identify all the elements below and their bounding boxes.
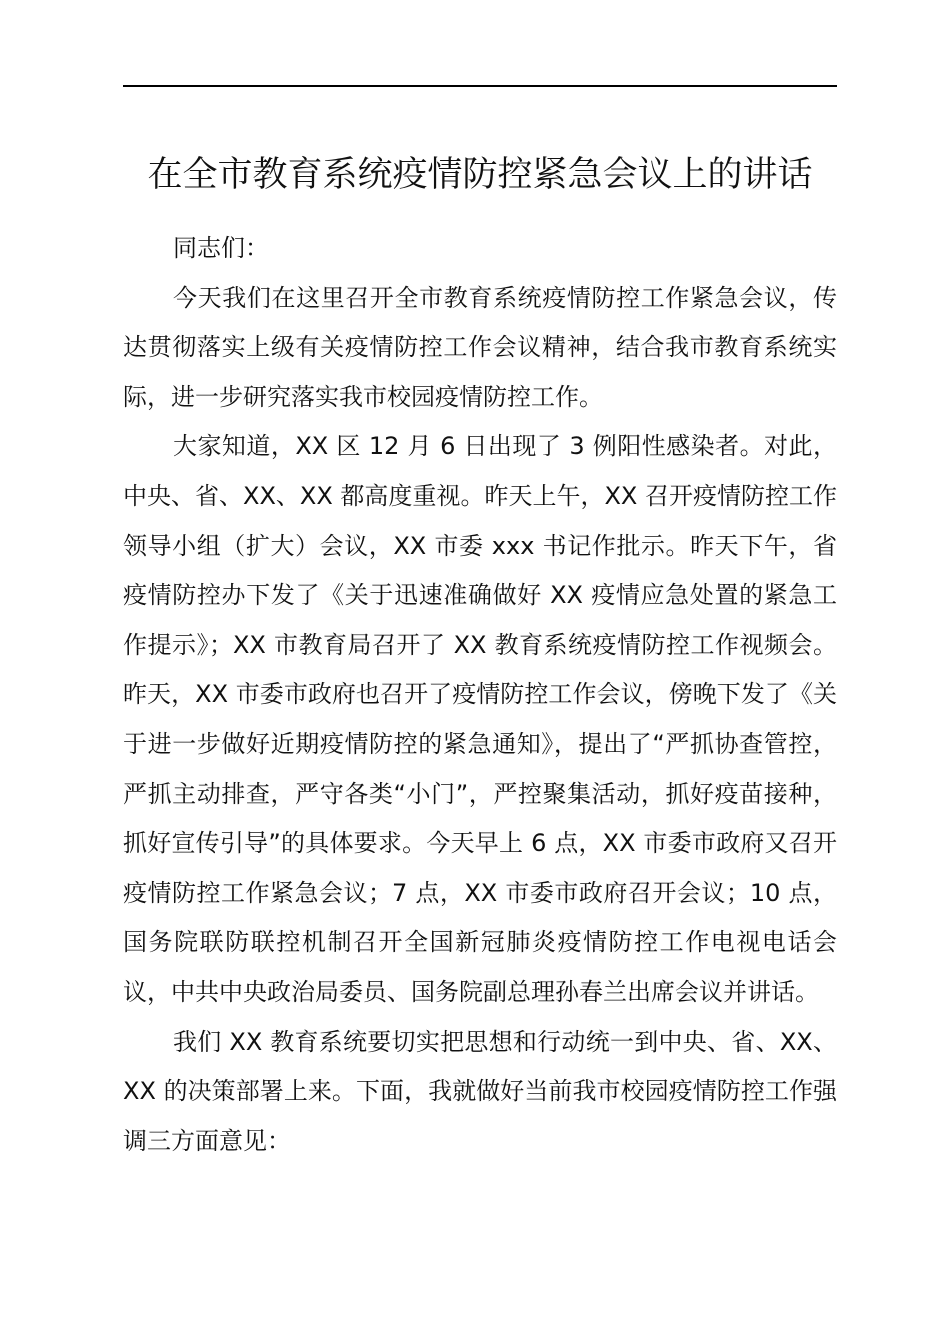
paragraph-3: 我们 XX 教育系统要切实把思想和行动统一到中央、省、XX、XX 的决策部署上来。下面，我就做好当前我市校园疫情防控工作强调三方面意见：: [123, 1027, 837, 1155]
document-body: [123, 224, 837, 1166]
paragraph-2: 大家知道，XX 区 12 月 6 日出现了 3 例阳性感染者。对此，中央、省、XX、XX 都高度重视。昨天上午，XX 召开疫情防控工作领导小组（扩大）会议，XX 市委 xxx 书记作批示。昨天下午，省疫情防控办下发了《关于迅速准确做好 XX 疫情应急处置的紧急工作提示》；XX 市教育局召开了 XX 教育系统疫情防控工作视频会。昨天，XX 市委市政府也召开了疫情防控工作会议，傍晚下发了《关于进一步做好近期疫情防控的紧急通知》，提出了“严抓协查管控，严抓主动排查，严守各类“小门”，严控聚集活动，抓好疫苗接种，抓好宣传引导”的具体要求。今天早上 6 点，XX 市委市政府又召开疫情防控工作紧急会议；7 点，XX 市委市政府召开会议；10 点，国务院联防联控机制召开全国新冠肺炎疫情防控工作电视电话会议，中共中央政治局委员、国务院副总理孙春兰出席会议并讲话。: [123, 432, 837, 1006]
header-rule: [123, 85, 837, 87]
paragraph-1: 今天我们在这里召开全市教育系统疫情防控工作紧急会议，传达贯彻落实上级有关疫情防控工作会议精神，结合我市教育系统实际，进一步研究落实我市校园疫情防控工作。: [123, 283, 837, 411]
document-title: 在全市教育系统疫情防控紧急会议上的讲话: [147, 155, 813, 195]
salutation: 同志们：: [173, 234, 269, 262]
